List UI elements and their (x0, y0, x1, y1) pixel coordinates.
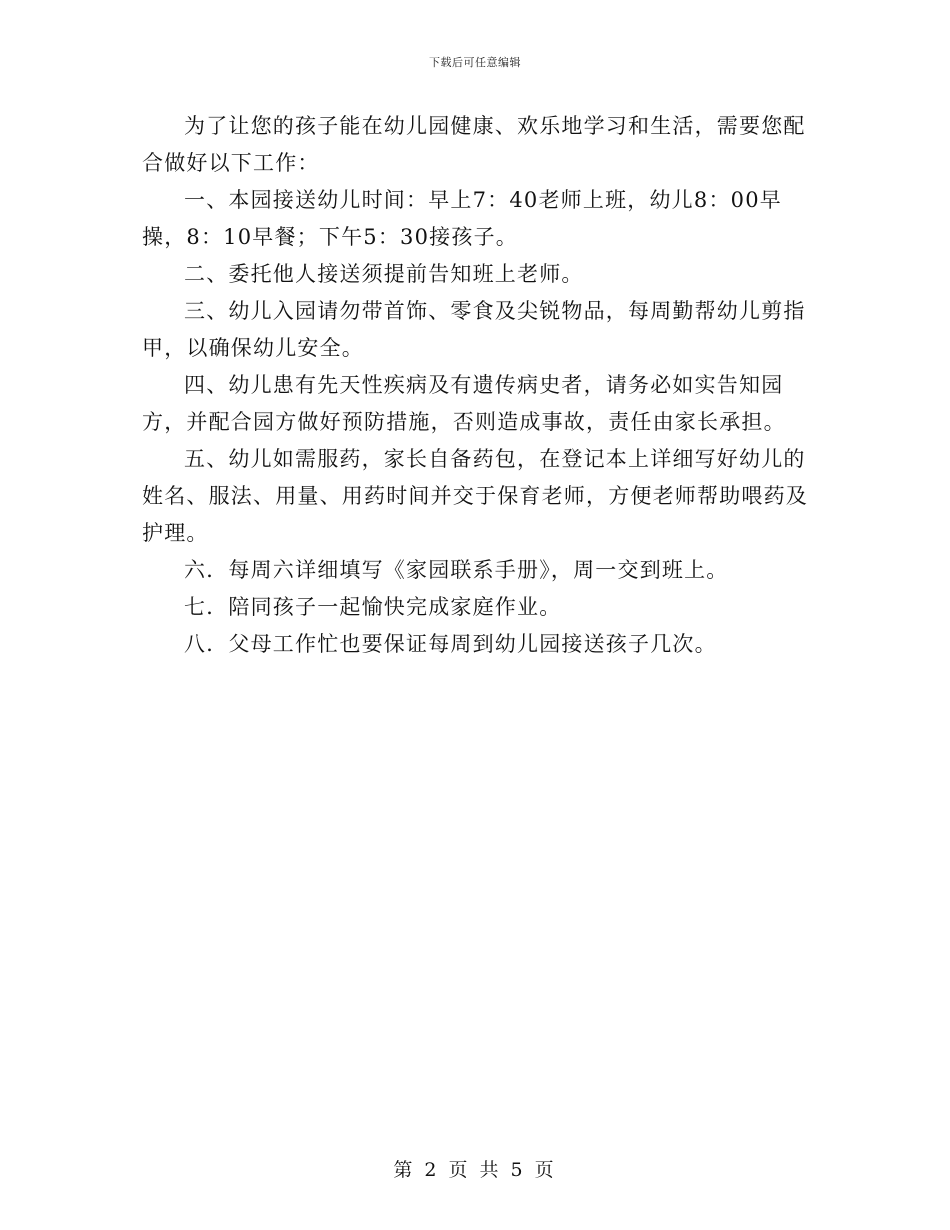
item-paragraph-5: 五、幼儿如需服药，家长自备药包，在登记本上详细写好幼儿的姓名、服法、用量、用药时间并交于保育老师，方便老师帮助喂药及护理。 (142, 447, 808, 545)
item-paragraph-1: 一、本园接送幼儿时间：早上7：40老师上班，幼儿8：00早操，8：10早餐；下午5：30接孩子。 (142, 188, 782, 249)
document-body (142, 108, 814, 663)
item-paragraph-7: 七．陪同孩子一起愉快完成家庭作业。 (184, 595, 562, 619)
item-paragraph-6: 六．每周六详细填写《家园联系手册》，周一交到班上。 (184, 558, 729, 582)
item-paragraph-4: 四、幼儿患有先天性疾病及有遗传病史者，请务必如实告知园方，并配合园方做好预防措施，否则造成事故，责任由家长承担。 (142, 373, 786, 434)
header-note: 下载后可任意编辑 (429, 56, 521, 69)
item-paragraph-2: 二、委托他人接送须提前告知班上老师。 (184, 262, 584, 286)
page-number: 第 2 页 共 5 页 (393, 1159, 557, 1181)
intro-paragraph: 为了让您的孩子能在幼儿园健康、欢乐地学习和生活，需要您配合做好以下工作： (142, 114, 806, 175)
item-paragraph-3: 三、幼儿入园请勿带首饰、零食及尖锐物品，每周勤帮幼儿剪指甲，以确保幼儿安全。 (142, 299, 806, 360)
item-paragraph-8: 八．父母工作忙也要保证每周到幼儿园接送孩子几次。 (184, 632, 717, 656)
